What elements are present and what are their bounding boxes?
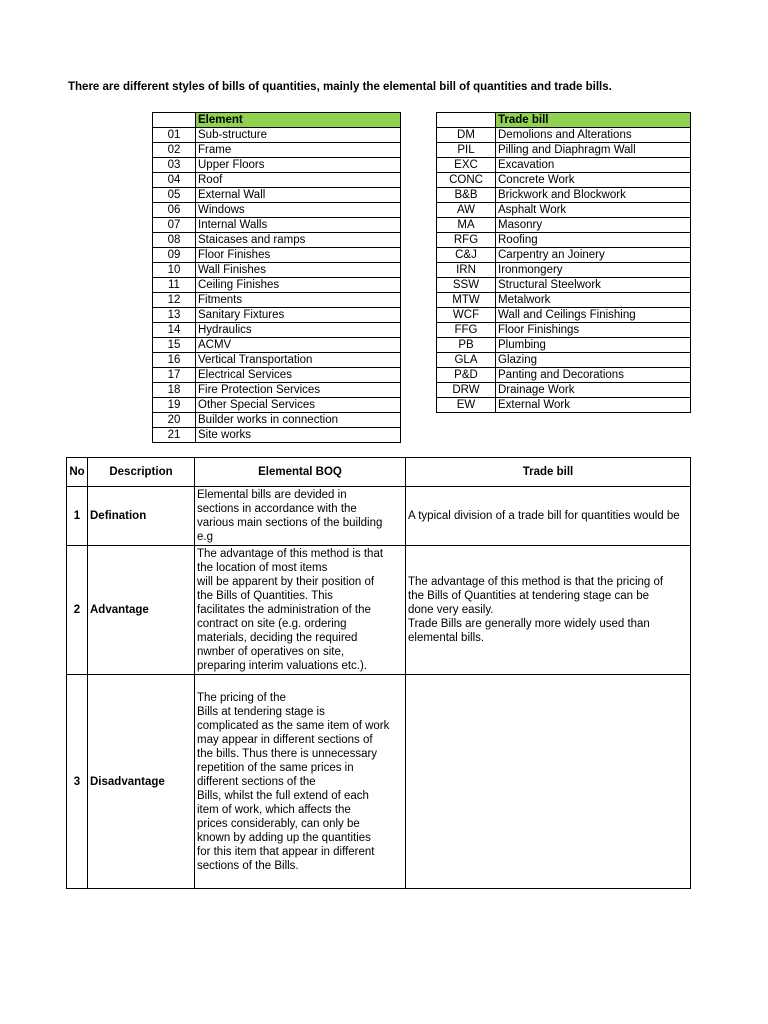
intro-text: There are different styles of bills of quantities, mainly the elemental bill of quantities and trade bills. [68,81,612,93]
element-row [153,428,401,443]
element-code: 07 [153,218,196,233]
comparison-header-row [67,458,691,487]
trade-code: RFG [437,233,496,248]
trade-code: WCF [437,308,496,323]
trade-code: MA [437,218,496,233]
trade-row [437,173,691,188]
trade-code: C&J [437,248,496,263]
trade-code: EXC [437,158,496,173]
element-name: Fire Protection Services [196,383,401,398]
element-row [153,383,401,398]
element-code: 19 [153,398,196,413]
trade-name: Brickwork and Blockwork [496,188,691,203]
element-code: 06 [153,203,196,218]
element-row [153,353,401,368]
trade-row [437,308,691,323]
row-elemental-text: The pricing of the Bills at tendering stage is complicated as the same item of work may appear in different sections of the bills. Thus there is unnecessary repetition of the same prices in different sections of the Bills, whilst the full extend of each item of work, which affects the prices considerably, can only be known by adding up the quantities for this item that appear in different sections of the Bills. [195,675,406,889]
element-row [153,278,401,293]
trade-code: PB [437,338,496,353]
element-code: 20 [153,413,196,428]
element-code: 02 [153,143,196,158]
element-code: 15 [153,338,196,353]
element-code: 14 [153,323,196,338]
header-trade-bill: Trade bill [406,458,691,487]
element-row [153,233,401,248]
header-elemental-boq: Elemental BOQ [195,458,406,487]
row-trade-text [406,675,691,889]
element-code: 17 [153,368,196,383]
element-name-header: Element [196,113,401,128]
element-name: Vertical Transportation [196,353,401,368]
trade-name: Concrete Work [496,173,691,188]
trade-row [437,368,691,383]
element-row [153,263,401,278]
element-row [153,323,401,338]
element-code: 10 [153,263,196,278]
comparison-row-disadvantage [67,675,691,889]
element-row [153,368,401,383]
element-name: Frame [196,143,401,158]
element-table-body [153,128,401,443]
trade-name: Roofing [496,233,691,248]
element-code: 18 [153,383,196,398]
trade-bill-table [436,112,691,413]
element-code: 09 [153,248,196,263]
trade-name: Ironmongery [496,263,691,278]
trade-name: Structural Steelwork [496,278,691,293]
element-code: 16 [153,353,196,368]
trade-name: Masonry [496,218,691,233]
trade-name: Metalwork [496,293,691,308]
trade-code: AW [437,203,496,218]
trade-code: B&B [437,188,496,203]
element-name: Roof [196,173,401,188]
element-name: Windows [196,203,401,218]
trade-row [437,218,691,233]
trade-row [437,398,691,413]
trade-name: Drainage Work [496,383,691,398]
trade-code: FFG [437,323,496,338]
trade-name: Glazing [496,353,691,368]
trade-code: PIL [437,143,496,158]
trade-name: Floor Finishings [496,323,691,338]
trade-code: EW [437,398,496,413]
element-name: ACMV [196,338,401,353]
row-description: Defination [88,487,195,546]
element-code: 04 [153,173,196,188]
row-no: 1 [67,487,88,546]
trade-row [437,353,691,368]
trade-code: DRW [437,383,496,398]
header-no: No [67,458,88,487]
element-name: Sub-structure [196,128,401,143]
trade-row [437,338,691,353]
element-name: Floor Finishes [196,248,401,263]
row-trade-text: The advantage of this method is that the pricing of the Bills of Quantities at tendering stage can be done very easily. Trade Bills are generally more widely used than elemental bills. [406,546,691,675]
element-row [153,248,401,263]
element-name: Upper Floors [196,158,401,173]
trade-row [437,293,691,308]
element-name: Internal Walls [196,218,401,233]
trade-code: IRN [437,263,496,278]
element-code: 08 [153,233,196,248]
element-code: 05 [153,188,196,203]
header-description: Description [88,458,195,487]
trade-name: Panting and Decorations [496,368,691,383]
element-name: Wall Finishes [196,263,401,278]
element-name: Builder works in connection [196,413,401,428]
element-row [153,293,401,308]
row-elemental-text: The advantage of this method is that the location of most items will be apparent by their position of the Bills of Quantities. This facilitates the administration of the contract on site (e.g. ordering materials, deciding the required nwnber of operatives on site, preparing interim valuations etc.). [195,546,406,675]
row-description: Disadvantage [88,675,195,889]
trade-code-header [437,113,496,128]
row-description: Advantage [88,546,195,675]
trade-name: Carpentry an Joinery [496,248,691,263]
trade-code: DM [437,128,496,143]
element-code: 11 [153,278,196,293]
trade-row [437,128,691,143]
trade-row [437,263,691,278]
trade-name: Demolions and Alterations [496,128,691,143]
comparison-row-definition [67,487,691,546]
element-row [153,218,401,233]
element-code: 03 [153,158,196,173]
trade-name: Wall and Ceilings Finishing [496,308,691,323]
trade-code: P&D [437,368,496,383]
element-name: Fitments [196,293,401,308]
element-code: 13 [153,308,196,323]
trade-row [437,278,691,293]
element-row [153,203,401,218]
trade-code: MTW [437,293,496,308]
element-code: 01 [153,128,196,143]
element-table [152,112,401,443]
element-name: Other Special Services [196,398,401,413]
trade-row [437,158,691,173]
trade-name: Pilling and Diaphragm Wall [496,143,691,158]
row-trade-text: A typical division of a trade bill for quantities would be [406,487,691,546]
element-table-header [153,113,401,128]
element-code: 12 [153,293,196,308]
trade-name: Asphalt Work [496,203,691,218]
element-name: Ceiling Finishes [196,278,401,293]
element-name: Sanitary Fixtures [196,308,401,323]
element-row [153,143,401,158]
trade-row [437,143,691,158]
element-name: Electrical Services [196,368,401,383]
element-row [153,308,401,323]
trade-code: SSW [437,278,496,293]
trade-name: External Work [496,398,691,413]
element-row [153,188,401,203]
comparison-row-advantage [67,546,691,675]
element-name: External Wall [196,188,401,203]
trade-code: GLA [437,353,496,368]
row-no: 3 [67,675,88,889]
element-code: 21 [153,428,196,443]
comparison-table [66,457,691,889]
trade-name-header: Trade bill [496,113,691,128]
element-name: Site works [196,428,401,443]
element-name: Staicases and ramps [196,233,401,248]
element-row [153,173,401,188]
trade-row [437,233,691,248]
element-row [153,158,401,173]
element-name: Hydraulics [196,323,401,338]
trade-code: CONC [437,173,496,188]
trade-name: Plumbing [496,338,691,353]
trade-table-body [437,128,691,413]
trade-row [437,383,691,398]
element-row [153,398,401,413]
trade-row [437,248,691,263]
trade-table-header [437,113,691,128]
element-code-header [153,113,196,128]
trade-row [437,188,691,203]
row-elemental-text: Elemental bills are devided in sections in accordance with the various main sections of the building e.g [195,487,406,546]
row-no: 2 [67,546,88,675]
element-row [153,413,401,428]
element-row [153,338,401,353]
trade-row [437,203,691,218]
trade-row [437,323,691,338]
trade-name: Excavation [496,158,691,173]
element-row [153,128,401,143]
